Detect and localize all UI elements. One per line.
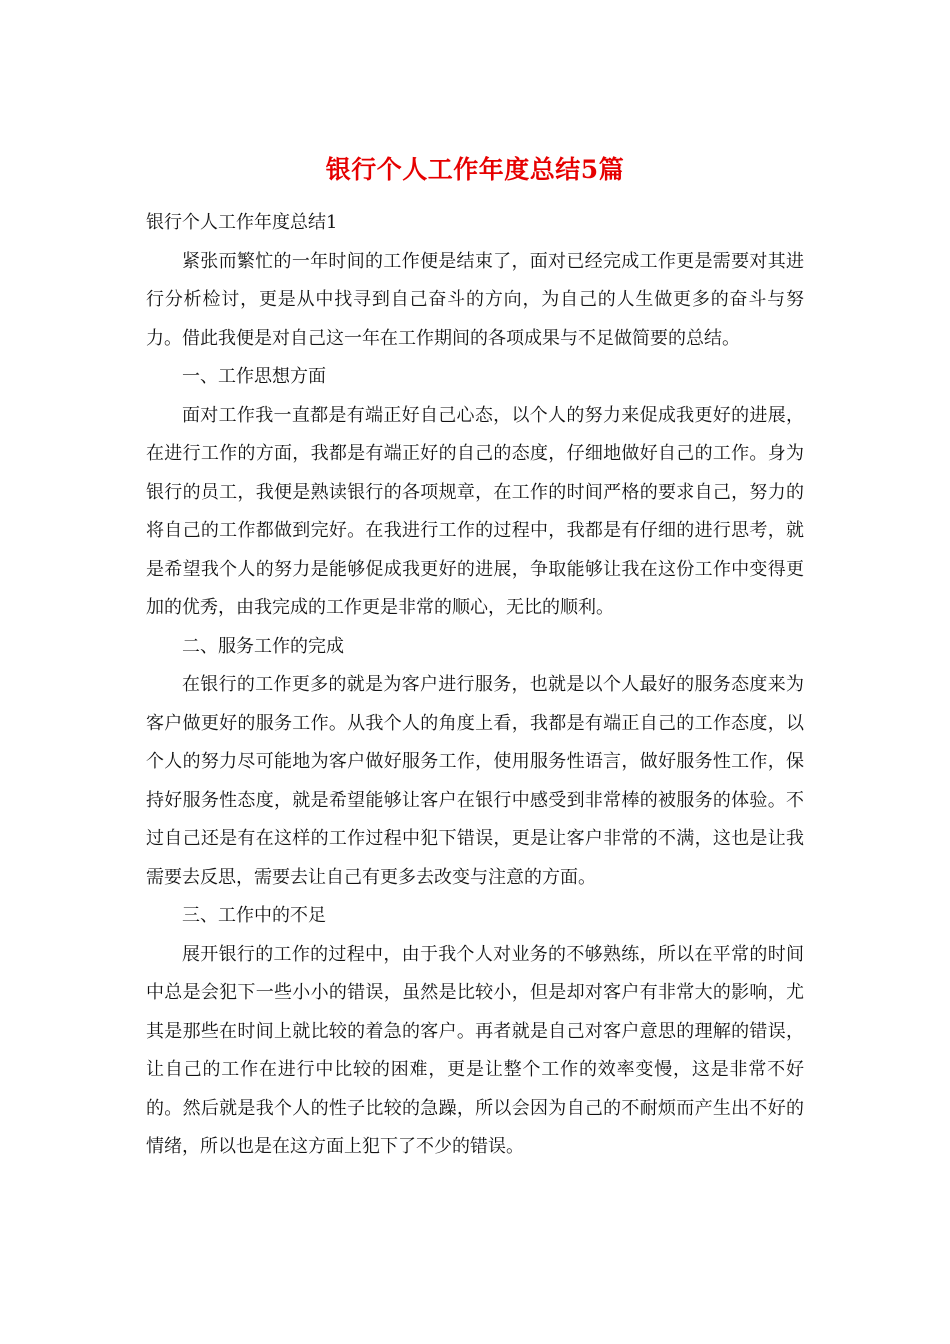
document-body bbox=[146, 204, 804, 1167]
paragraph-service-work: 在银行的工作更多的就是为客户进行服务，也就是以个人最好的服务态度来为客户做更好的服务工作。从我个人的角度上看，我都是有端正自己的工作态度，以个人的努力尽可能地为客户做好服务工作，使用服务性语言，做好服务性工作，保持好服务性态度，就是希望能够让客户在银行中感受到非常棒的被服务的体验。不过自己还是有在这样的工作过程中犯下错误，更是让客户非常的不满，这也是让我需要去反思，需要去让自己有更多去改变与注意的方面。 bbox=[146, 674, 804, 888]
document-title: 银行个人工作年度总结5篇 bbox=[325, 155, 625, 184]
paragraph-shortcomings: 展开银行的工作的过程中，由于我个人对业务的不够熟练，所以在平常的时间中总是会犯下一些小小的错误，虽然是比较小，但是却对客户有非常大的影响，尤其是那些在时间上就比较的着急的客户。再者就是自己对客户意思的理解的错误，让自己的工作在进行中比较的困难，更是让整个工作的效率变慢，这是非常不好的。然后就是我个人的性子比较的急躁，所以会因为自己的不耐烦而产生出不好的情绪，所以也是在这方面上犯下了不少的错误。 bbox=[146, 943, 804, 1157]
paragraph-intro: 紧张而繁忙的一年时间的工作便是结束了，面对已经完成工作更是需要对其进行分析检讨，更是从中找寻到自己奋斗的方向，为自己的人生做更多的奋斗与努力。借此我便是对自己这一年在工作期间的各项成果与不足做简要的总结。 bbox=[146, 250, 804, 349]
section-heading-shortcomings: 三、工作中的不足 bbox=[182, 905, 326, 926]
section-heading-work-thinking: 一、工作思想方面 bbox=[182, 366, 326, 387]
document-subtitle: 银行个人工作年度总结1 bbox=[146, 212, 338, 233]
paragraph-work-thinking: 面对工作我一直都是有端正好自己心态，以个人的努力来促成我更好的进展，在进行工作的方面，我都是有端正好的自己的态度，仔细地做好自己的工作。身为银行的员工，我便是熟读银行的各项规章，在工作的时间严格的要求自己，努力的将自己的工作都做到完好。在我进行工作的过程中，我都是有仔细的进行思考，就是希望我个人的努力是能够促成我更好的进展，争取能够让我在这份工作中变得更加的优秀，由我完成的工作更是非常的顺心，无比的顺利。 bbox=[146, 404, 804, 618]
section-heading-service-work: 二、服务工作的完成 bbox=[182, 635, 344, 657]
